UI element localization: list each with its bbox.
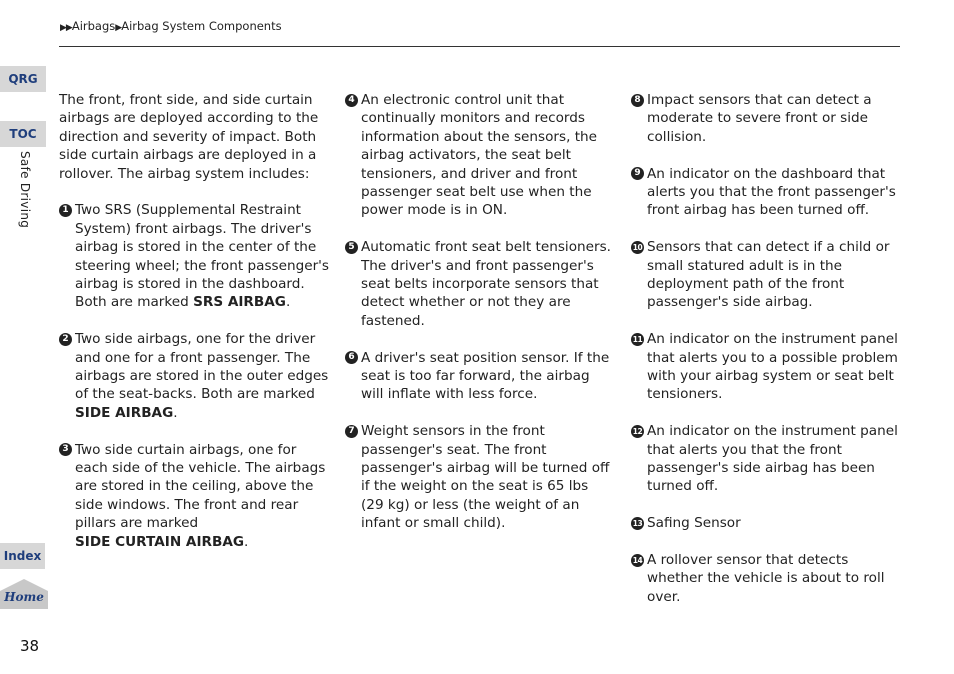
list-item (59, 330, 329, 422)
list-item-text: Automatic front seat belt tensioners. The driver's and front passenger's seat belts incorporate sensors that detect whether or not they are fastened. (361, 239, 611, 329)
number-badge: 9 (631, 167, 644, 180)
number-badge: 10 (632, 242, 643, 252)
number-badge: 6 (345, 351, 358, 364)
breadcrumb-link-airbags[interactable]: Airbags (71, 19, 116, 33)
number-badge: 11 (632, 334, 643, 344)
list-item (631, 551, 906, 606)
list-item (59, 201, 329, 311)
breadcrumb-arrows-icon: ▶▶ (60, 23, 72, 33)
number-badge: 1 (59, 204, 72, 217)
list-item (631, 514, 906, 532)
list-item (631, 238, 906, 312)
list-item-text: A rollover sensor that detects whether the vehicle is about to roll over. (647, 552, 885, 605)
list-item-text: Two side curtain airbags, one for each side of the vehicle. The airbags are stored in the ceiling, above the side windows. The front and rear pillars are marked SIDE CURTAIN AIRBAG. (75, 441, 326, 550)
list-item (631, 165, 906, 220)
list-item (631, 91, 906, 146)
list-item-text: An electronic control unit that continually monitors and records information about the sensors, the airbag activators, the seat belt tensioners, and driver and front passenger seat belt use when the power mode is in ON. (361, 92, 598, 219)
number-badge: 3 (59, 443, 72, 456)
page-number: 38 (20, 637, 40, 655)
column-3 (631, 91, 906, 625)
list-item (345, 422, 615, 532)
list-item-text: An indicator on the dashboard that alerts you that the front passenger's front airbag has been turned off. (647, 165, 896, 219)
list-item (345, 238, 615, 330)
list-item-text: An indicator on the instrument panel that alerts you that the front passenger's side airbag has been turned off. (647, 423, 898, 495)
list-item (345, 91, 615, 220)
number-badge: 12 (632, 426, 643, 436)
index-tab[interactable]: Index (0, 543, 45, 569)
intro-paragraph: The front, front side, and side curtain airbags are deployed according to the direction and severity of impact. Both side curtain airbags are deployed in a rollover. The airbag system includes: (59, 92, 319, 182)
breadcrumb-current: Airbag System Components (121, 19, 282, 33)
number-badge: 13 (632, 518, 643, 528)
list-item-text: Sensors that can detect if a child or small statured adult is in the deployment path of the front passenger's side airbag. (647, 239, 890, 311)
list-item-text: An indicator on the instrument panel that alerts you to a possible problem with your airbag system or seat belt tensioners. (647, 331, 898, 403)
list-item-text: Two side airbags, one for the driver and one for a front passenger. The airbags are stored in the outer edges of the seat-backs. Both are marked SIDE AIRBAG. (75, 331, 329, 421)
list-item (345, 349, 615, 404)
home-icon (0, 579, 48, 609)
number-badge: 2 (59, 333, 72, 346)
qrg-tab[interactable]: QRG (0, 66, 46, 92)
breadcrumb-separator-icon: ▶ (115, 23, 122, 33)
list-item-text: Impact sensors that can detect a moderate to severe front or side collision. (647, 92, 872, 145)
home-label: Home (4, 590, 44, 604)
list-item (59, 441, 329, 551)
number-badge: 8 (631, 94, 644, 107)
breadcrumb (60, 19, 282, 33)
number-badge: 14 (632, 555, 643, 565)
list-item-text: Safing Sensor (647, 515, 741, 532)
header-divider (59, 46, 900, 47)
list-item-text: Weight sensors in the front passenger's seat. The front passenger's airbag will be turned off if the weight on the seat is 65 lbs (29 kg) or less (the weight of an infant or small child). (361, 423, 610, 532)
number-badge: 7 (345, 425, 358, 438)
toc-tab[interactable]: TOC (0, 121, 46, 147)
number-badge: 5 (345, 241, 358, 254)
section-label: Safe Driving (18, 151, 32, 229)
home-button[interactable] (0, 579, 48, 609)
column-1 (59, 91, 329, 570)
number-badge: 4 (345, 94, 358, 107)
list-item (631, 330, 906, 404)
column-2 (345, 91, 615, 551)
list-item (631, 422, 906, 496)
list-item-text: A driver's seat position sensor. If the seat is too far forward, the airbag will inflate with less force. (361, 349, 610, 403)
list-item-text: Two SRS (Supplemental Restraint System) front airbags. The driver's airbag is stored in the center of the steering wheel; the front passenger's airbag is stored in the dashboard. Both are marked SRS AIRBAG. (75, 202, 329, 311)
